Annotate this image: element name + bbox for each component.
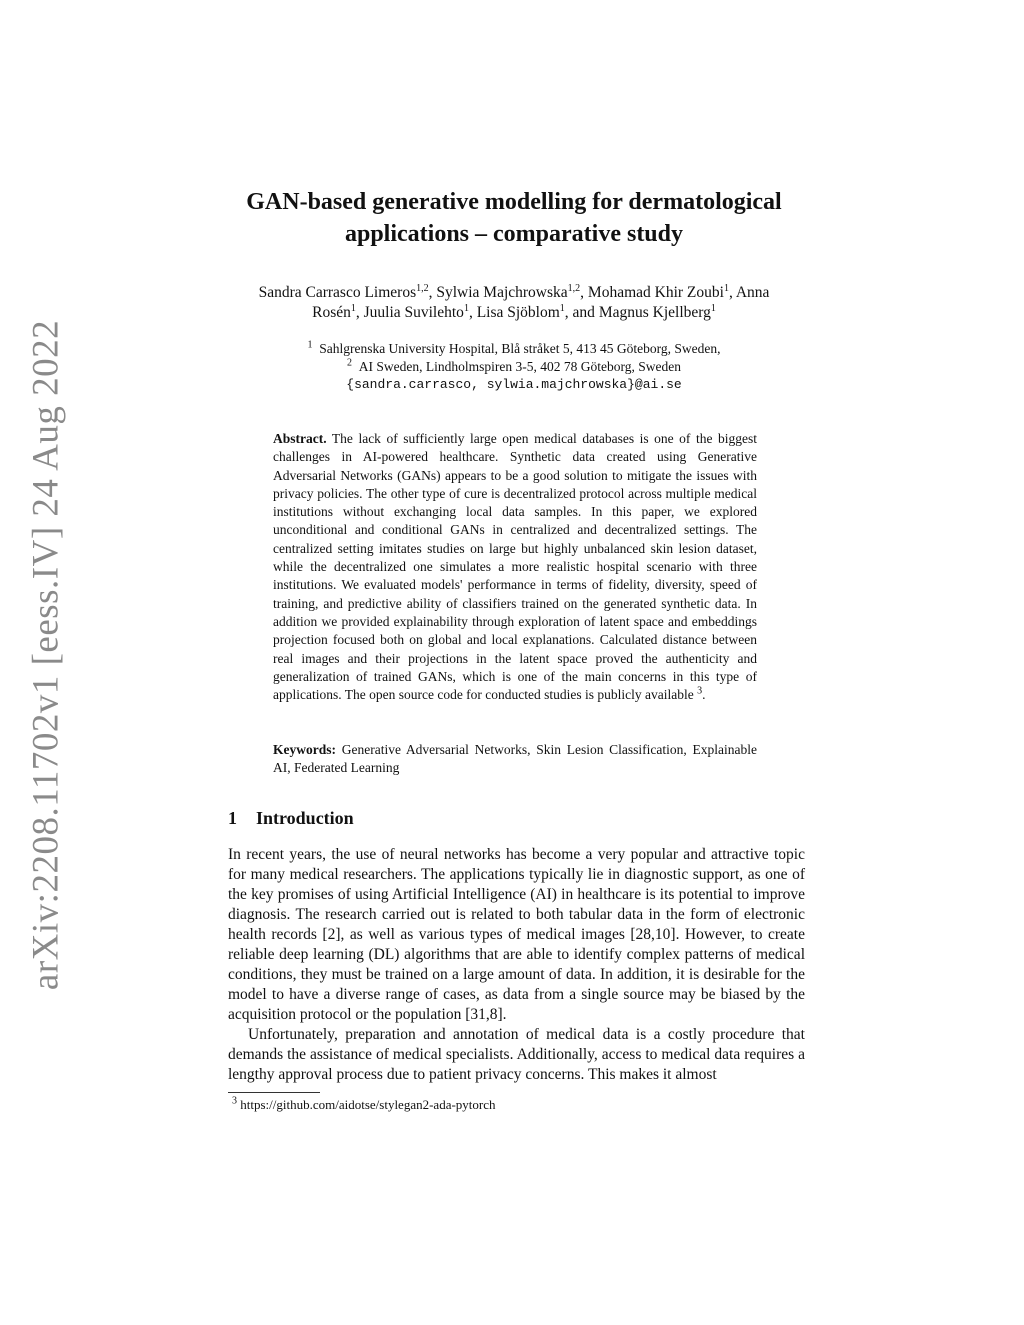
author-affiliation-mark: 1: [723, 282, 729, 294]
author-affiliation-mark: 1: [463, 302, 469, 314]
abstract: Abstract. The lack of sufficiently large open medical databases is one of the biggest challenges in AI-powered healthcare. Synthetic data created using Generative Adversarial Networks (GANs) appears to be a good solution to mitigate the issues with privacy policies. The other type of cure is decentralized protocol across multiple medical institutions without exchanging local data samples. In this paper, we explored unconditional and conditional GANs in centralized and decentralized settings. The centralized setting imitates studies on large but highly unbalanced skin lesion dataset, while the decentralized one simulates a more realistic hospital scenario with three institutions. We evaluated models' performance in terms of fidelity, diversity, speed of training, and predictive ability of classifiers trained on the generated synthetic data. In addition we provided explainability through exploration of latent space and embeddings projection focused both on global and local explanations. Calculated distance between real images and their projections in the latent space proved the authenticity and generalization of trained GANs, which is one of the main concerns in this type of applications. The open source code for conducted studies is publicly available $^3$.: [273, 431, 757, 703]
arxiv-watermark-text: arXiv:2208.11702v1 [eess.IV] 24 Aug 2022: [25, 319, 67, 991]
footnote-reference: 3: [697, 685, 703, 697]
author-name: Magnus Kjellberg: [598, 304, 711, 321]
footnote-rule: [228, 1092, 320, 1093]
email-address: {sandra.carrasco, sylwia.majchrowska}@ai.se: [346, 377, 682, 392]
introduction-body: [228, 845, 805, 1085]
section-number: 1: [228, 808, 237, 828]
footnote-mark: 3: [232, 1095, 237, 1107]
author-name: Mohamad Khir Zoubi: [587, 284, 724, 301]
affiliation-2: $^2$ AI Sweden, Lindholmspiren 3-5, 402 78 Göteborg, Sweden: [347, 357, 681, 374]
author-affiliation-mark: 1: [710, 302, 716, 314]
author-affiliation-mark: 1: [559, 302, 565, 314]
paper-title: [220, 186, 808, 250]
author-affiliation-mark: 1: [350, 302, 356, 314]
abstract-label: Abstract.: [273, 431, 327, 446]
affiliation-1: $^1$ Sahlgrenska University Hospital, Blå stråket 5, 413 45 Göteborg, Sweden,: [307, 339, 721, 356]
author-name: Lisa Sjöblom: [476, 304, 560, 321]
title-line-2: applications – comparative study: [344, 221, 683, 247]
author-name: Juulia Suvilehto: [363, 304, 464, 321]
paragraph: In recent years, the use of neural networks has become a very popular and attractive topic for many medical researchers. The applications typically lie in diagnostic support, as one of the key promises of using Artificial Intelligence (AI) in healthcare is its potential to improve diagnosis. The research carried out is related to both tabular data in the form of electronic health records [2], as well as various types of medical images [28,10]. However, to create reliable deep learning (DL) algorithms that are able to identify complex patterns of medical conditions, they must be trained on a large amount of data. In addition, it is desirable for the model to have a diverse range of cases, as data from a single source may be biased by the acquisition protocol or the population [31,8].: [228, 846, 805, 1023]
title-line-1: GAN-based generative modelling for dermatological: [246, 189, 782, 215]
author-affiliation-mark: 1,2: [416, 282, 429, 294]
footnote: [232, 1096, 496, 1113]
footnote-url: https://github.com/aidotse/stylegan2-ada-pytorch: [240, 1097, 496, 1112]
paragraph: Unfortunately, preparation and annotation of medical data is a costly procedure that demands the assistance of medical specialists. Additionally, access to medical data requires a lengthy approval process due to patient privacy concerns. This makes it almost: [228, 1026, 805, 1083]
keywords: [273, 741, 757, 778]
abstract-text: The lack of sufficiently large open medical databases is one of the biggest challenges in AI-powered healthcare. Synthetic data created using Generative Adversarial Networks (GANs) appears to be a good solution to mitigate the issues with privacy policies. The other type of cure is decentralized protocol across multiple medical institutions without exchanging local data samples. In this paper, we explored unconditional and conditional GANs in centralized and decentralized settings. The centralized setting imitates studies on large but highly unbalanced skin lesion dataset, while the decentralized one simulates a more realistic hospital scenario with three institutions. We evaluated models' performance in terms of fidelity, diversity, speed of training, and predictive ability of classifiers trained on the generated synthetic data. In addition we provided explainability through exploration of latent space and embeddings projection focused both on global and local explanations. Calculated distance between real images and their projections in the latent space proved the authenticity and generalization of trained GANs, which is one of the main concerns in this type of applications. The open source code for conducted studies is publicly available: [273, 431, 757, 703]
author-affiliation-mark: 1,2: [567, 282, 581, 294]
author-name: Sandra Carrasco Limeros: [258, 284, 417, 301]
affiliations: [222, 340, 806, 394]
keywords-label: Keywords:: [273, 742, 336, 757]
section-heading: [228, 806, 354, 830]
keywords-text: Generative Adversarial Networks, Skin Lesion Classification, Explainable AI, Federated Learning: [273, 742, 757, 776]
author-name: Sylwia Majchrowska: [436, 284, 568, 301]
author-list: Sandra Carrasco Limeros$^{1,2}$, Sylwia Majchrowska$^{1,2}$, Mohamad Khir Zoubi$^1$, Anna Rosén$^1$, Juulia Suvilehto$^1$, Lisa Sjöblom$^1$, and Magnus Kjellberg$^1$: [258, 282, 770, 321]
section-title: Introduction: [256, 808, 354, 828]
